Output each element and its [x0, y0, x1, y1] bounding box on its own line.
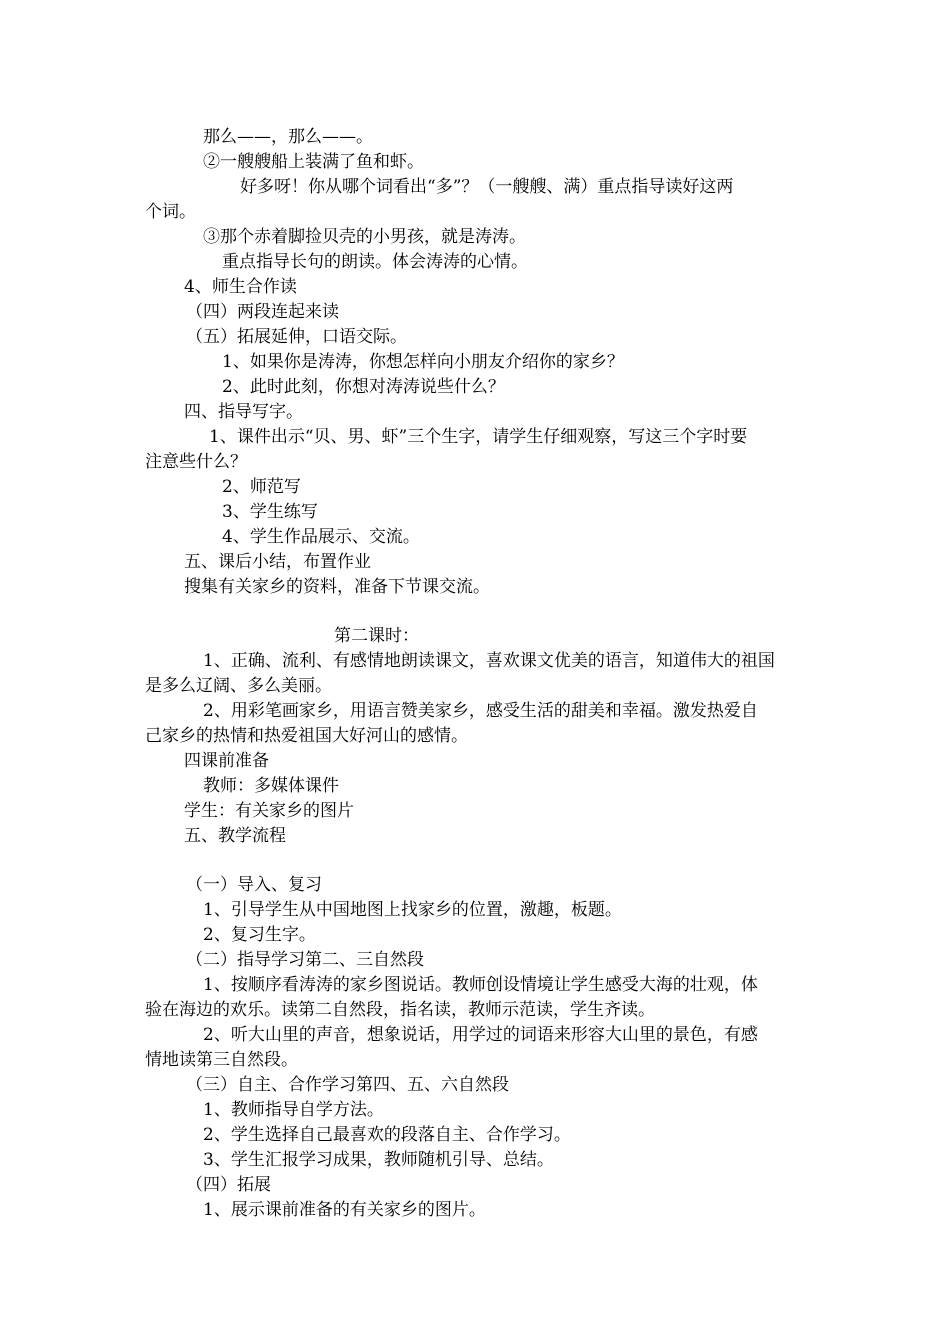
text-line: 四、指导写字。 — [184, 402, 303, 422]
text-line: 4、学生作品展示、交流。 — [222, 527, 420, 547]
text-line: （五）拓展延伸，口语交际。 — [186, 327, 407, 347]
text-line: 1、按顺序看涛涛的家乡图说话。教师创设情境让学生感受大海的壮观，体 — [203, 975, 758, 995]
text-line: 验在海边的欢乐。读第二自然段，指名读，教师示范读，学生齐读。 — [145, 1000, 655, 1020]
text-line: 2、师范写 — [222, 477, 301, 497]
text-line: （四）拓展 — [186, 1175, 271, 1195]
text-line: 学生：有关家乡的图片 — [184, 801, 354, 821]
text-line: （四）两段连起来读 — [186, 302, 339, 322]
text-line: 1、课件出示“贝、男、虾”三个生字，请学生仔细观察，写这三个字时要 — [209, 427, 748, 447]
text-line: 重点指导长句的朗读。体会涛涛的心情。 — [222, 252, 528, 272]
text-line: 2、此时此刻，你想对涛涛说些什么？ — [222, 377, 505, 397]
text-line: 3、学生练写 — [222, 502, 318, 522]
text-line: （三）自主、合作学习第四、五、六自然段 — [186, 1075, 509, 1095]
text-line: （二）指导学习第二、三自然段 — [186, 950, 424, 970]
text-line: （一）导入、复习 — [186, 875, 322, 895]
text-line: 己家乡的热情和热爱祖国大好河山的感情。 — [145, 726, 468, 746]
text-line: 3、学生汇报学习成果，教师随机引导、总结。 — [203, 1150, 554, 1170]
text-line: 教师：多媒体课件 — [203, 776, 339, 796]
text-line: 1、如果你是涛涛，你想怎样向小朋友介绍你的家乡？ — [222, 352, 624, 372]
text-line: 1、教师指导自学方法。 — [203, 1100, 384, 1120]
text-line: 1、引导学生从中国地图上找家乡的位置，激趣，板题。 — [203, 900, 622, 920]
text-line: 注意些什么？ — [145, 452, 247, 472]
text-line: 2、用彩笔画家乡，用语言赞美家乡，感受生活的甜美和幸福。激发热爱自 — [203, 701, 758, 721]
text-line: 2、学生选择自己最喜欢的段落自主、合作学习。 — [203, 1125, 571, 1145]
text-line: 1、展示课前准备的有关家乡的图片。 — [203, 1200, 486, 1220]
text-line: 1、正确、流利、有感情地朗读课文，喜欢课文优美的语言，知道伟大的祖国 — [203, 651, 775, 671]
text-line: 情地读第三自然段。 — [145, 1050, 298, 1070]
text-line: 2、听大山里的声音，想象说话，用学过的词语来形容大山里的景色，有感 — [203, 1025, 758, 1045]
text-line: 4、师生合作读 — [184, 277, 297, 297]
text-line: 2、复习生字。 — [203, 925, 316, 945]
text-line: 四课前准备 — [184, 751, 269, 771]
text-line: 那么——，那么——。 — [203, 127, 373, 147]
text-line: 搜集有关家乡的资料，准备下节课交流。 — [184, 577, 490, 597]
text-line: 好多呀！你从哪个词看出“多”？（一艘艘、满）重点指导读好这两 — [240, 177, 734, 197]
text-line: 是多么辽阔、多么美丽。 — [145, 676, 332, 696]
section-heading: 第二课时： — [334, 626, 419, 646]
text-line: 五、教学流程 — [184, 826, 286, 846]
text-line: ②一艘艘船上装满了鱼和虾。 — [203, 152, 424, 172]
text-line: ③那个赤着脚捡贝壳的小男孩，就是涛涛。 — [203, 227, 526, 247]
text-line: 个词。 — [145, 202, 196, 222]
text-line: 五、课后小结，布置作业 — [184, 552, 371, 572]
